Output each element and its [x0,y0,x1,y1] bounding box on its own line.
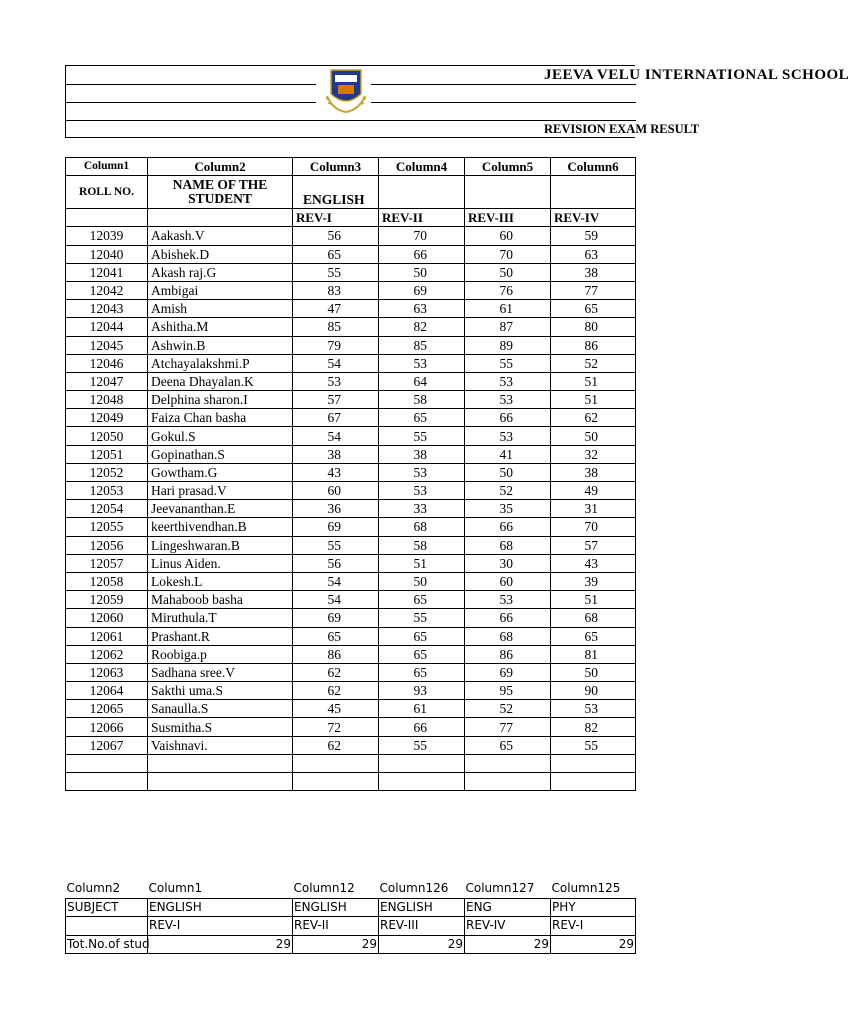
table-row [66,427,636,445]
column-header-row [66,158,636,176]
student-name: Deena Dhayalan.K [148,372,293,390]
mark-cell: 65 [379,645,465,663]
summary-cell: Tot.No.of stud [66,935,148,954]
table-row [66,245,636,263]
mark-cell: 60 [465,227,551,245]
mark-cell: 86 [293,645,379,663]
mark-cell: 50 [379,572,465,590]
mark-cell: 55 [379,609,465,627]
mark-cell: 50 [551,427,636,445]
student-name: Amish [148,300,293,318]
revision-label: REV-III [465,209,551,227]
roll-no-label: ROLL NO. [66,176,148,209]
mark-cell: 89 [465,336,551,354]
student-name: Faiza Chan basha [148,409,293,427]
mark-cell: 95 [465,682,551,700]
mark-cell: 86 [551,336,636,354]
column-header: Column2 [148,158,293,176]
student-name: Roobiga.p [148,645,293,663]
roll-number: 12053 [66,482,148,500]
column-header: Column1 [66,158,148,176]
table-row [66,718,636,736]
roll-number: 12043 [66,300,148,318]
mark-cell: 35 [465,500,551,518]
mark-cell: 50 [379,263,465,281]
empty-cell [465,754,551,772]
mark-cell: 69 [293,609,379,627]
revision-label: REV-I [293,209,379,227]
table-row [66,682,636,700]
student-name-label: NAME OF THE STUDENT [148,176,293,209]
summary-cell: REV-IV [465,917,551,936]
mark-cell: 67 [293,409,379,427]
summary-column-header: Column1 [148,881,203,896]
roll-number: 12065 [66,700,148,718]
mark-cell: 79 [293,336,379,354]
table-row [66,500,636,518]
student-name: Mahaboob basha [148,591,293,609]
column-header: Column5 [465,158,551,176]
empty-cell [551,773,636,791]
empty-cell [551,176,636,209]
table-row [66,518,636,536]
empty-row [66,754,636,772]
mark-cell: 53 [465,591,551,609]
mark-cell: 65 [379,409,465,427]
mark-cell: 55 [293,536,379,554]
empty-cell [379,773,465,791]
table-row [66,663,636,681]
mark-cell: 82 [379,318,465,336]
mark-cell: 54 [293,572,379,590]
roll-number: 12044 [66,318,148,336]
summary-column-header: Column127 [465,881,535,896]
roll-number: 12041 [66,263,148,281]
empty-cell [66,754,148,772]
school-logo [321,66,371,116]
mark-cell: 43 [551,554,636,572]
mark-cell: 38 [293,445,379,463]
mark-cell: 90 [551,682,636,700]
student-name: Miruthula.T [148,609,293,627]
mark-cell: 58 [379,536,465,554]
table-row [66,227,636,245]
roll-number: 12042 [66,281,148,299]
summary-cell: 29 [379,935,465,954]
table-row [66,627,636,645]
mark-cell: 60 [465,572,551,590]
table-row [66,536,636,554]
summary-cell: ENGLISH [379,898,465,917]
table-row [66,700,636,718]
empty-cell [293,754,379,772]
table-row [66,354,636,372]
mark-cell: 43 [293,463,379,481]
mark-cell: 38 [551,263,636,281]
student-name: Gopinathan.S [148,445,293,463]
mark-cell: 54 [293,354,379,372]
table-row [66,263,636,281]
empty-cell [465,773,551,791]
table-row [66,736,636,754]
empty-cell [148,773,293,791]
summary-header-row [66,880,636,898]
roll-number: 12047 [66,372,148,390]
mark-cell: 66 [379,245,465,263]
summary-cell: 29 [148,935,293,954]
student-name: Ashwin.B [148,336,293,354]
mark-cell: 45 [293,700,379,718]
mark-cell: 65 [379,663,465,681]
summary-cell: REV-I [551,917,636,936]
table-row [66,318,636,336]
table-row [66,300,636,318]
roll-number: 12040 [66,245,148,263]
mark-cell: 66 [465,409,551,427]
mark-cell: 38 [379,445,465,463]
mark-cell: 55 [465,354,551,372]
roll-number: 12056 [66,536,148,554]
mark-cell: 66 [465,609,551,627]
student-name: Ambigai [148,281,293,299]
mark-cell: 50 [465,263,551,281]
mark-cell: 50 [465,463,551,481]
mark-cell: 69 [293,518,379,536]
mark-cell: 49 [551,482,636,500]
summary-column-header: Column125 [551,881,621,896]
summary-cell: 29 [465,935,551,954]
mark-cell: 55 [379,736,465,754]
roll-number: 12050 [66,427,148,445]
mark-cell: 38 [551,463,636,481]
mark-cell: 70 [379,227,465,245]
table-row [66,372,636,390]
student-name: Atchayalakshmi.P [148,354,293,372]
mark-cell: 51 [379,554,465,572]
mark-cell: 64 [379,372,465,390]
mark-cell: 55 [293,263,379,281]
student-name: Lokesh.L [148,572,293,590]
summary-cell: ENG [465,898,551,917]
empty-cell [465,176,551,209]
mark-cell: 63 [379,300,465,318]
mark-cell: 33 [379,500,465,518]
student-name: Sadhana sree.V [148,663,293,681]
mark-cell: 53 [465,372,551,390]
student-name: Akash raj.G [148,263,293,281]
column-header: Column3 [293,158,379,176]
revision-label: REV-II [379,209,465,227]
mark-cell: 57 [551,536,636,554]
roll-number: 12067 [66,736,148,754]
mark-cell: 68 [379,518,465,536]
student-name: Susmitha.S [148,718,293,736]
summary-column-header: Column126 [379,881,449,896]
empty-cell [293,773,379,791]
mark-cell: 54 [293,591,379,609]
mark-cell: 66 [379,718,465,736]
mark-cell: 93 [379,682,465,700]
mark-cell: 69 [379,281,465,299]
mark-cell: 77 [465,718,551,736]
empty-cell [379,176,465,209]
table-row [66,463,636,481]
mark-cell: 65 [293,627,379,645]
mark-cell: 53 [293,372,379,390]
roll-number: 12062 [66,645,148,663]
subject-header-row [66,176,636,209]
student-name: Ashitha.M [148,318,293,336]
table-row [66,572,636,590]
table-row [66,336,636,354]
roll-number: 12063 [66,663,148,681]
mark-cell: 53 [379,482,465,500]
student-name: Linus Aiden. [148,554,293,572]
mark-cell: 53 [465,427,551,445]
mark-cell: 56 [293,554,379,572]
mark-cell: 52 [465,482,551,500]
summary-total-row [66,935,636,954]
mark-cell: 53 [551,700,636,718]
table-row [66,391,636,409]
student-name: Prashant.R [148,627,293,645]
roll-number: 12049 [66,409,148,427]
student-name: Aakash.V [148,227,293,245]
mark-cell: 55 [551,736,636,754]
mark-cell: 68 [465,627,551,645]
mark-cell: 51 [551,591,636,609]
mark-cell: 76 [465,281,551,299]
mark-cell: 52 [465,700,551,718]
mark-cell: 65 [465,736,551,754]
exam-title: REVISION EXAM RESULT [544,122,700,136]
mark-cell: 70 [551,518,636,536]
mark-cell: 59 [551,227,636,245]
revision-label-row [66,209,636,227]
empty-cell [66,773,148,791]
mark-cell: 58 [379,391,465,409]
empty-cell [66,209,148,227]
mark-cell: 52 [551,354,636,372]
marks-table [65,157,636,791]
mark-cell: 55 [379,427,465,445]
subject-label: ENGLISH [293,176,379,209]
summary-cell: 29 [293,935,379,954]
student-name: Abishek.D [148,245,293,263]
roll-number: 12061 [66,627,148,645]
student-name: Hari prasad.V [148,482,293,500]
mark-cell: 53 [379,463,465,481]
student-name: Lingeshwaran.B [148,536,293,554]
revision-label: REV-IV [551,209,636,227]
header-line [66,84,316,85]
roll-number: 12051 [66,445,148,463]
roll-number: 12046 [66,354,148,372]
mark-cell: 65 [551,300,636,318]
mark-cell: 50 [551,663,636,681]
summary-cell: PHY [551,898,636,917]
summary-cell: SUBJECT [66,898,148,917]
mark-cell: 70 [465,245,551,263]
summary-cell: 29 [551,935,636,954]
mark-cell: 61 [379,700,465,718]
mark-cell: 62 [293,663,379,681]
mark-cell: 68 [551,609,636,627]
mark-cell: 51 [551,372,636,390]
mark-cell: 56 [293,227,379,245]
summary-cell: ENGLISH [293,898,379,917]
student-name: Delphina sharon.I [148,391,293,409]
mark-cell: 31 [551,500,636,518]
mark-cell: 87 [465,318,551,336]
summary-table [65,880,636,954]
mark-cell: 72 [293,718,379,736]
mark-cell: 69 [465,663,551,681]
mark-cell: 30 [465,554,551,572]
mark-cell: 82 [551,718,636,736]
table-row [66,645,636,663]
roll-number: 12048 [66,391,148,409]
student-name: Sanaulla.S [148,700,293,718]
student-name: keerthivendhan.B [148,518,293,536]
mark-cell: 60 [293,482,379,500]
table-row [66,281,636,299]
report-header [65,65,849,138]
roll-number: 12060 [66,609,148,627]
mark-cell: 62 [551,409,636,427]
empty-cell [148,754,293,772]
empty-cell [148,209,293,227]
mark-cell: 32 [551,445,636,463]
roll-number: 12055 [66,518,148,536]
table-row [66,409,636,427]
student-name: Jeevananthan.E [148,500,293,518]
student-name: Gokul.S [148,427,293,445]
mark-cell: 65 [379,627,465,645]
mark-cell: 65 [551,627,636,645]
header-line [66,102,316,103]
mark-cell: 85 [293,318,379,336]
summary-cell: REV-I [148,917,293,936]
summary-column-header: Column12 [293,881,355,896]
table-row [66,445,636,463]
mark-cell: 62 [293,682,379,700]
summary-revision-row [66,917,636,936]
student-name: Vaishnavi. [148,736,293,754]
mark-cell: 54 [293,427,379,445]
mark-cell: 85 [379,336,465,354]
mark-cell: 39 [551,572,636,590]
table-row [66,482,636,500]
header-line [371,102,636,103]
mark-cell: 47 [293,300,379,318]
school-name: JEEVA VELU INTERNATIONAL SCHOOL [544,67,849,83]
roll-number: 12059 [66,591,148,609]
mark-cell: 61 [465,300,551,318]
summary-subject-row [66,898,636,917]
mark-cell: 65 [379,591,465,609]
mark-cell: 83 [293,281,379,299]
mark-cell: 53 [465,391,551,409]
table-row [66,591,636,609]
mark-cell: 81 [551,645,636,663]
empty-cell [551,754,636,772]
roll-number: 12039 [66,227,148,245]
mark-cell: 36 [293,500,379,518]
roll-number: 12052 [66,463,148,481]
empty-cell [379,754,465,772]
student-name: Gowtham.G [148,463,293,481]
roll-number: 12045 [66,336,148,354]
roll-number: 12058 [66,572,148,590]
mark-cell: 66 [465,518,551,536]
column-header: Column6 [551,158,636,176]
mark-cell: 62 [293,736,379,754]
column-header: Column4 [379,158,465,176]
summary-cell: REV-II [293,917,379,936]
mark-cell: 80 [551,318,636,336]
roll-number: 12066 [66,718,148,736]
summary-column-header: Column2 [66,881,121,896]
roll-number: 12064 [66,682,148,700]
mark-cell: 86 [465,645,551,663]
student-name: Sakthi uma.S [148,682,293,700]
mark-cell: 65 [293,245,379,263]
roll-number: 12057 [66,554,148,572]
summary-cell [66,917,148,936]
mark-cell: 57 [293,391,379,409]
mark-cell: 77 [551,281,636,299]
summary-cell: REV-III [379,917,465,936]
roll-number: 12054 [66,500,148,518]
table-row [66,554,636,572]
empty-row [66,773,636,791]
mark-cell: 41 [465,445,551,463]
summary-cell: ENGLISH [148,898,293,917]
mark-cell: 51 [551,391,636,409]
mark-cell: 68 [465,536,551,554]
mark-cell: 53 [379,354,465,372]
table-row [66,609,636,627]
mark-cell: 63 [551,245,636,263]
